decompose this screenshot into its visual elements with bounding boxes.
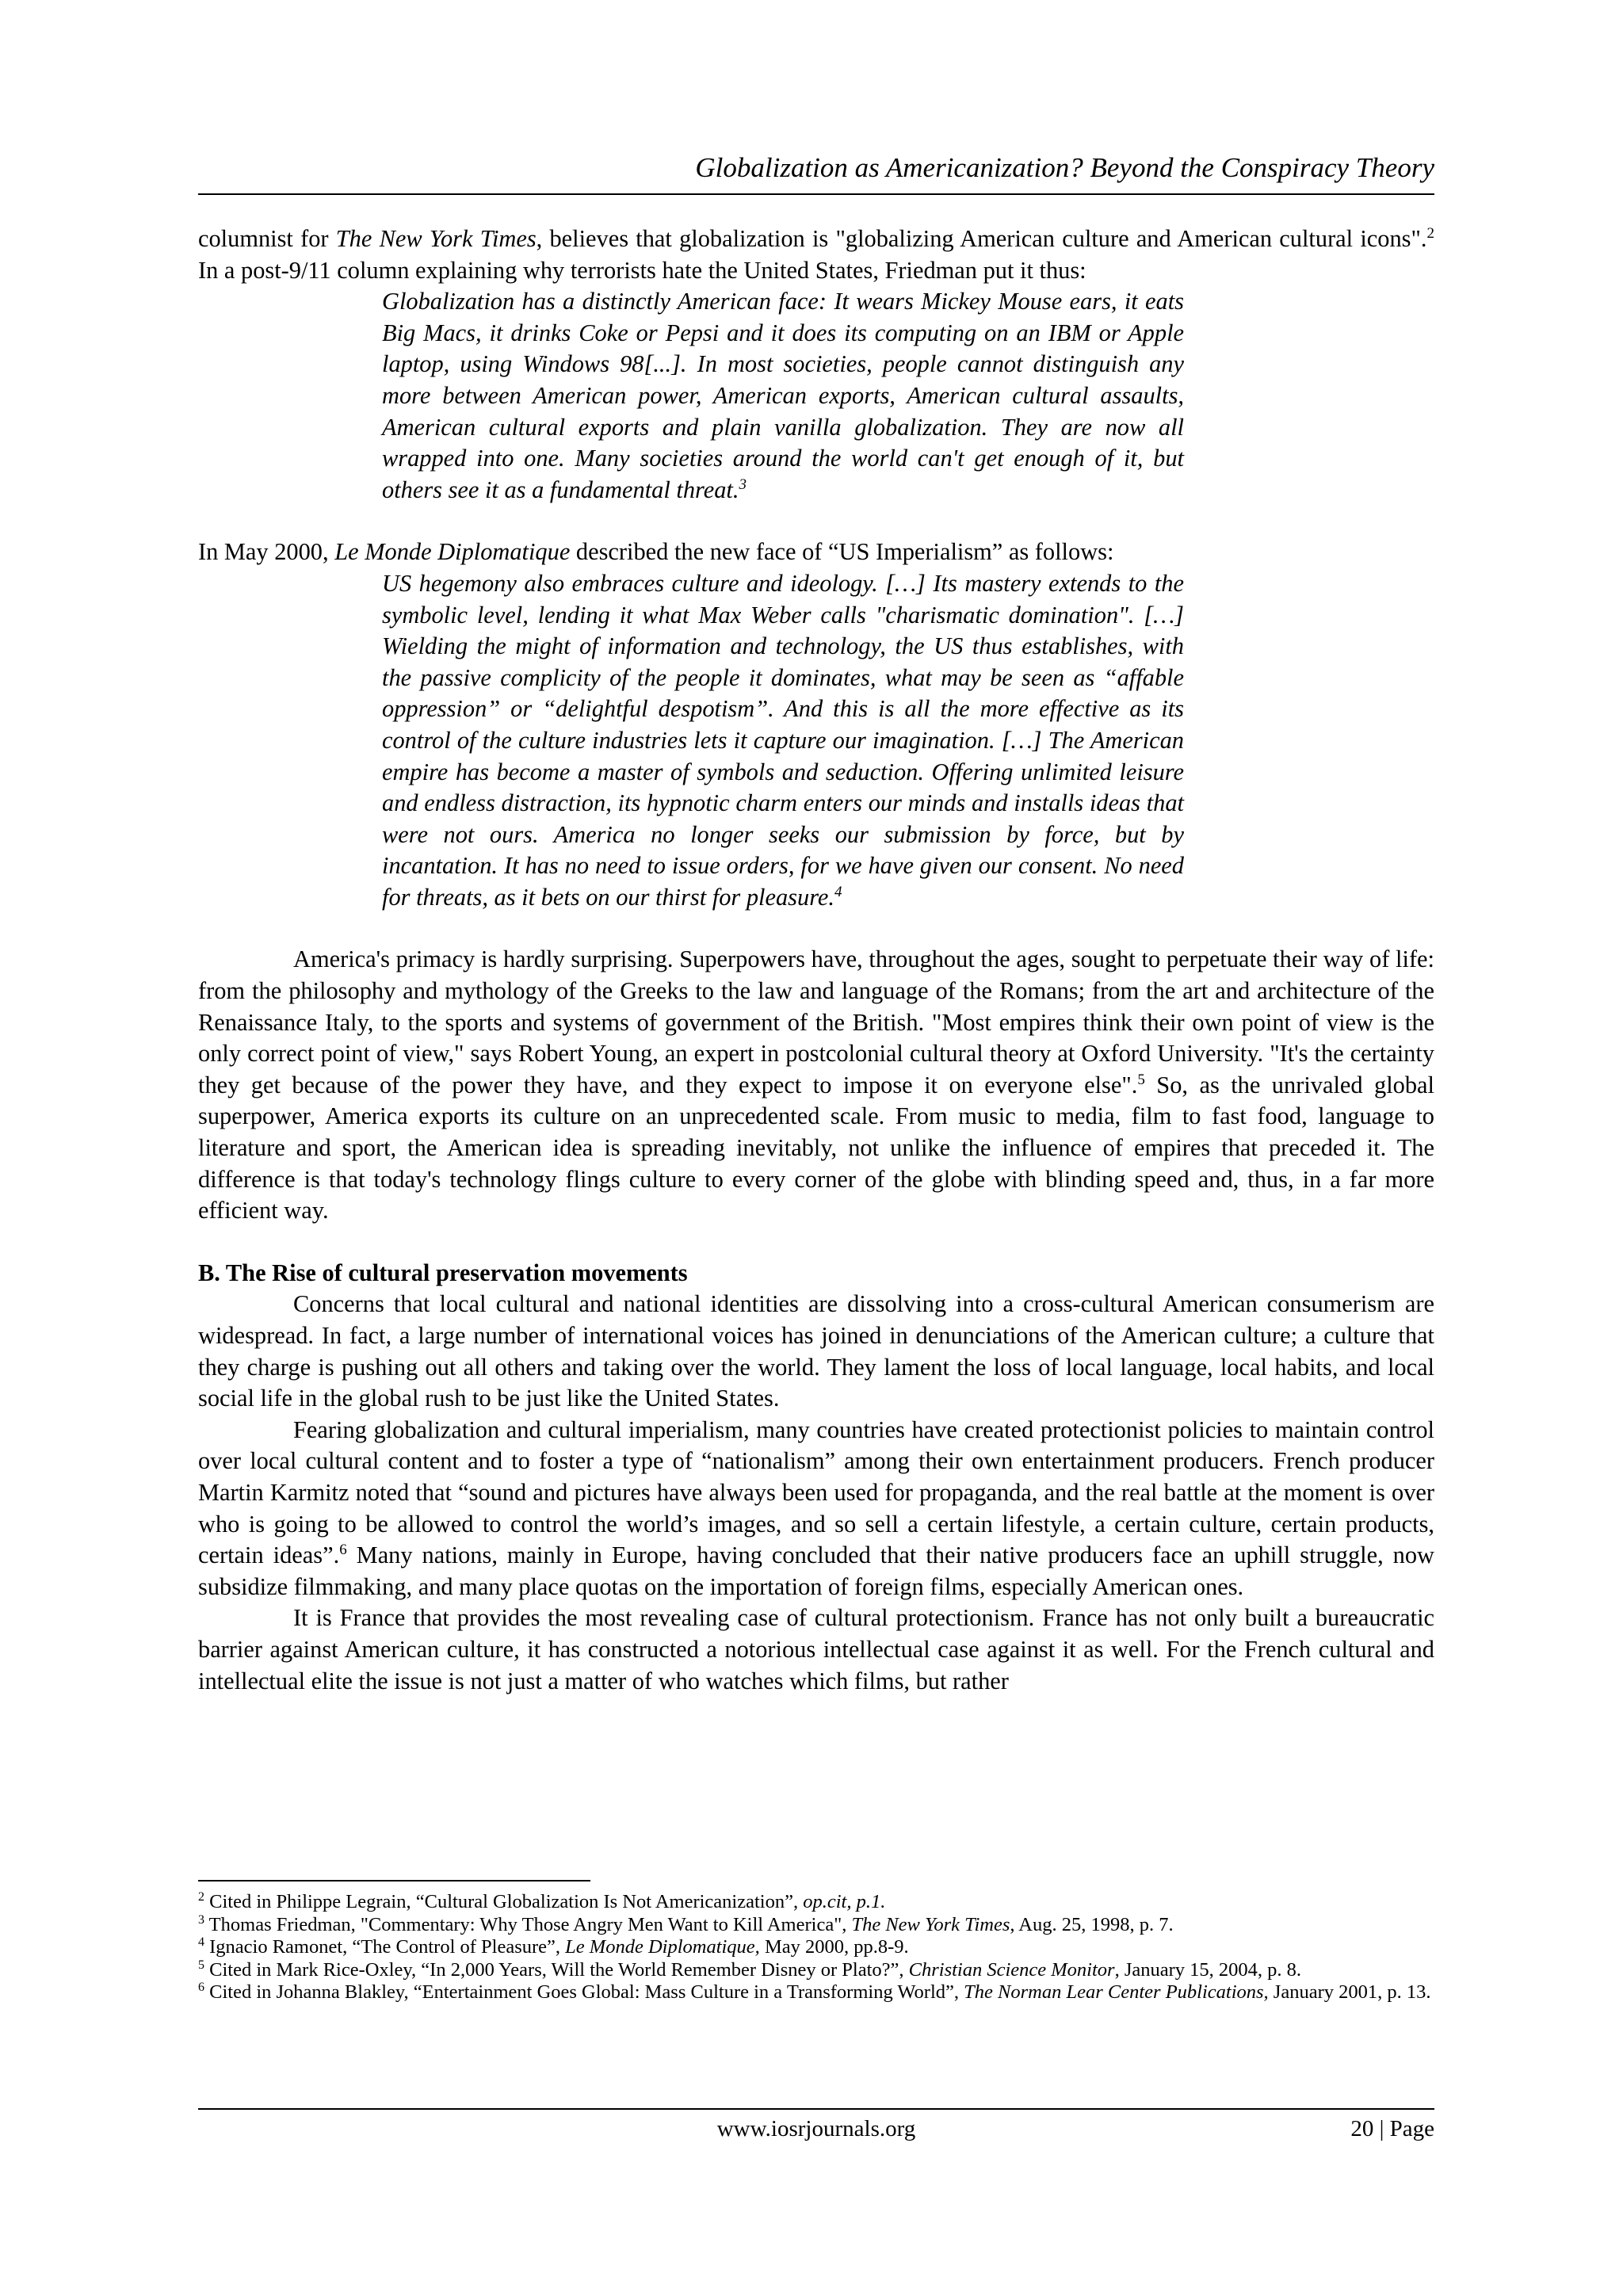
footnote-4: $^4$ Ignacio Ramonet, “The Control of Pleasure”, Le Monde Diplomatique, May 2000, pp.8-9.: [198, 1935, 909, 1958]
publication-title: The New York Times: [335, 225, 537, 252]
article-body: [198, 223, 1434, 1697]
footnote-rule: [198, 1880, 590, 1881]
footnote-2: $^2$ Cited in Philippe Legrain, “Cultural Globalization Is Not Americanization”, op.cit, p.1.: [198, 1889, 886, 1912]
footnote-ref: 6: [339, 1541, 347, 1559]
page-number: 20 | Page: [1350, 2116, 1434, 2141]
paragraph-friedman-intro: columnist for The New York Times, believes that globalization is "globalizing American culture and American cultural icons".$^2$ In a post-9/11 column explaining why terrorists hate the United States, Friedman put it thus:: [198, 224, 1435, 284]
footnote-5: $^5$ Cited in Mark Rice-Oxley, “In 2,000 Years, Will the World Remember Disney or Plato?”, Christian Science Monitor, January 15, 2004, p. 8.: [198, 1958, 1302, 1981]
journal-website-link[interactable]: www.iosrjournals.org: [716, 2116, 916, 2141]
footnote-ref: 3: [739, 476, 747, 493]
paragraph-france: It is France that provides the most revealing case of cultural protectionism. France has not only built a bureaucratic barrier against American culture, it has constructed a notorious intellectual case against it as well. For the French cultural and intellectual elite the issue is not just a matter of who watches which films, but rather: [198, 1604, 1434, 1694]
paragraph-protectionism: Fearing globalization and cultural imperialism, many countries have created protectionist policies to maintain control over local cultural content and to foster a type of “nationalism” among their own entertainment producers. French producer Martin Karmitz noted that “sound and pictures have always been used for propaganda, and the real battle at the moment is over who is going to be allowed to control the world’s images, and so sell a certain lifestyle, a certain culture, certain products, certain ideas”.$^6$ Many nations, mainly in Europe, having concluded that their native producers face an uphill struggle, now subsidize filmmaking, and many place quotas on the importation of foreign films, especially American ones.: [198, 1415, 1435, 1600]
footer-rule: [198, 2108, 1434, 2110]
footnotes: [198, 1891, 1434, 2004]
paragraph-concerns: Concerns that local cultural and national identities are dissolving into a cross-cultural American consumerism are widespread. In fact, a large number of international voices has joined in denunciations of the American culture; a culture that they charge is pushing out all others and taking over the world. They lament the loss of local language, local habits, and local social life in the global rush to be just like the United States.: [198, 1290, 1434, 1412]
block-quote-le-monde: US hegemony also embraces culture and ideology. […] Its mastery extends to the symbolic level, lending it what Max Weber calls "charismatic domination". […] Wielding the might of information and technology, the US thus establishes, with the passive complicity of the people it dominates, what may be seen as “affable oppression” or “delightful despotism”. And this is all the more effective as its control of the culture industries lets it capture our imagination. […] The American empire has become a master of symbols and seduction. Offering unlimited leisure and endless distraction, its hypnotic charm enters our minds and installs ideas that were not ours. America no longer seeks our submission by force, but by incantation. It has no need to issue orders, for we have given our consent. No need for threats, as it bets on our thirst for pleasure.$^4$: [382, 569, 1184, 911]
block-quote-friedman: Globalization has a distinctly American face: It wears Mickey Mouse ears, it eats Big Macs, it drinks Coke or Pepsi and it does its computing on an IBM or Apple laptop, using Windows 98[...]. In most societies, people cannot distinguish any more between American power, American exports, American cultural assaults, American cultural exports and plain vanilla globalization. They are now all wrapped into one. Many societies around the world can't get enough of it, but others see it as a fundamental threat.$^3$: [382, 288, 1184, 503]
section-heading: B. The Rise of cultural preservation movements: [198, 1259, 688, 1286]
paragraph-americas-primacy: America's primacy is hardly surprising. Superpowers have, throughout the ages, sought to perpetuate their way of life: from the philosophy and mythology of the Greeks to the law and language of the Romans; from the art and architecture of the Renaissance Italy, to the sports and systems of government of the British. "Most empires think their own point of view is the only correct point of view," says Robert Young, an expert in postcolonial cultural theory at Oxford University. "It's the certainty they get because of the power they have, and they expect to impose it on everyone else".$^5$ So, as the unrivaled global superpower, America exports its culture on an unprecedented scale. From music to media, film to fast food, language to literature and sport, the American idea is spreading inevitably, not unlike the influence of empires that preceded it. The difference is that today's technology flings culture to every corner of the globe with blinding speed and, thus, in a far more efficient way.: [198, 946, 1434, 1224]
paragraph-le-monde-intro: In May 2000, Le Monde Diplomatique described the new face of “US Imperialism” as follows:: [198, 538, 1114, 566]
footnote-3: $^3$ Thomas Friedman, "Commentary: Why Those Angry Men Want to Kill America", The New York Times, Aug. 25, 1998, p. 7.: [198, 1912, 1174, 1935]
running-header: Globalization as Americanization? Beyond the Conspiracy Theory: [695, 152, 1434, 183]
footnote-6: $^6$ Cited in Johanna Blakley, “Entertainment Goes Global: Mass Culture in a Transforming World”, The Norman Lear Center Publications, January 2001, p. 13.: [198, 1980, 1431, 2003]
footnote-ref: 4: [834, 883, 842, 900]
footnote-ref: 5: [1137, 1071, 1145, 1088]
header-rule: [198, 193, 1434, 195]
publication-title: Le Monde Diplomatique: [334, 538, 571, 566]
footnote-ref: 2: [1426, 224, 1435, 242]
